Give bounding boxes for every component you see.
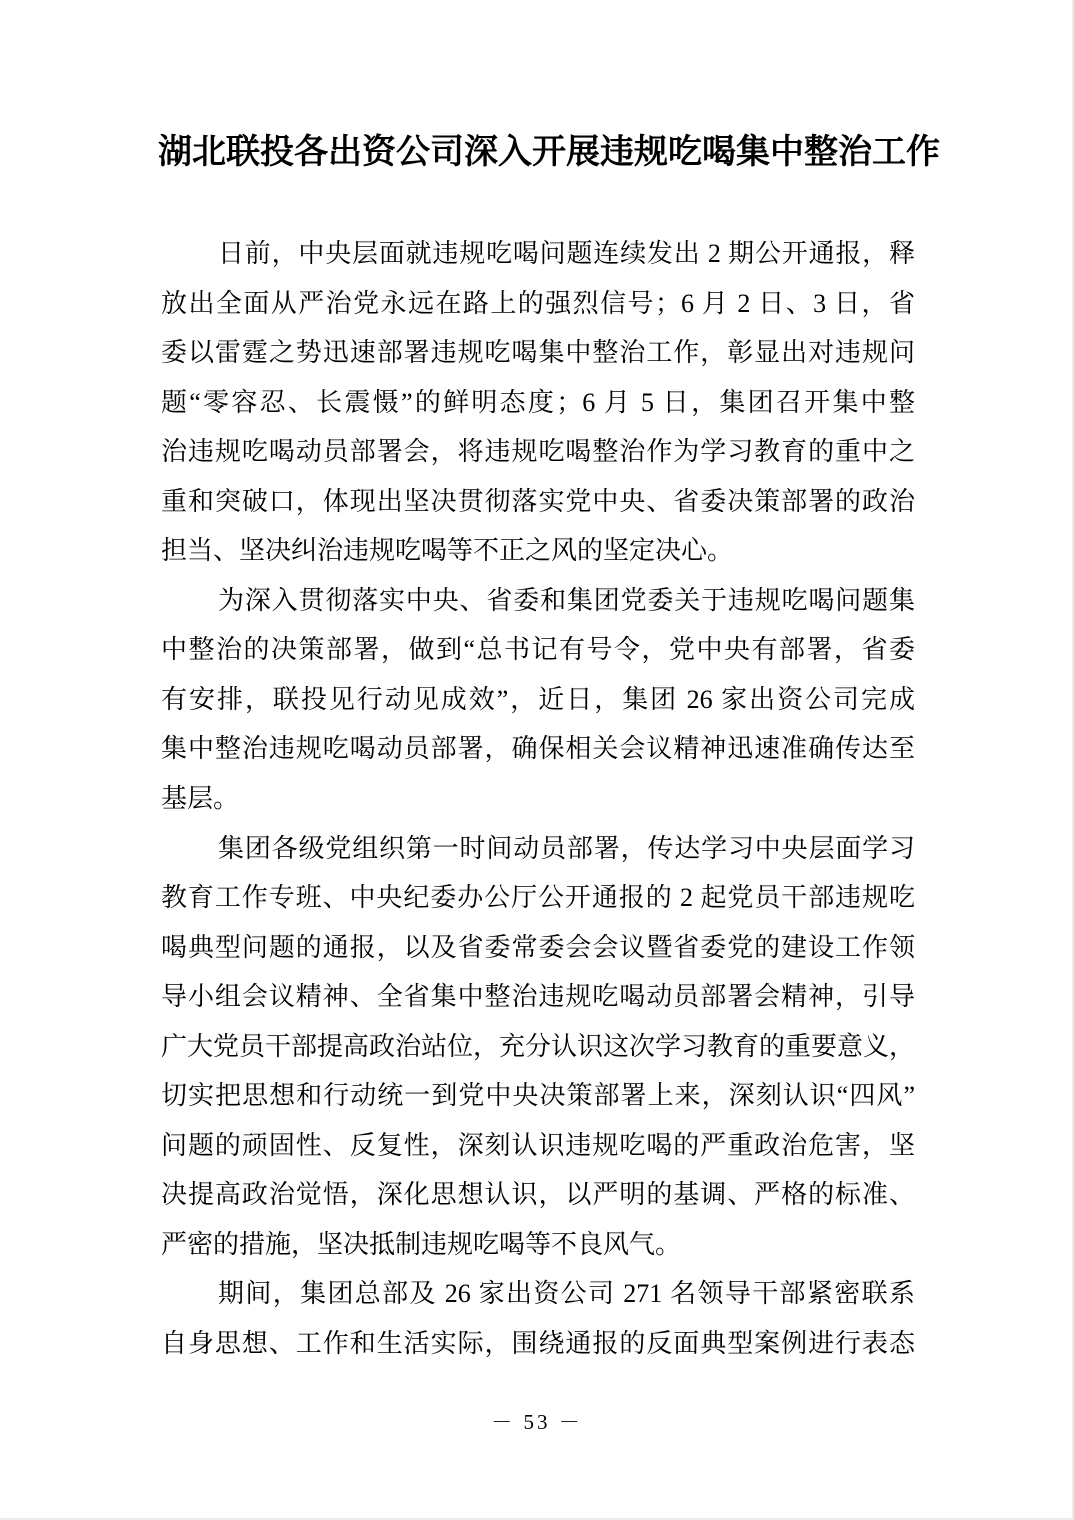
- body-line: 严密的措施，坚决抵制违规吃喝等不良风气。: [161, 1229, 682, 1259]
- body-line: 委以雷霆之势迅速部署违规吃喝集中整治工作，彰显出对违规问: [161, 338, 915, 368]
- document-title: 湖北联投各出资公司深入开展违规吃喝集中整治工作: [158, 134, 940, 171]
- body-line: 重和突破口，体现出坚决贯彻落实党中央、省委决策部署的政治: [161, 486, 915, 516]
- body-line: 集团各级党组织第一时间动员部署，传达学习中央层面学习: [218, 833, 915, 863]
- body-line: 问题的顽固性、反复性，深刻认识违规吃喝的严重政治危害，坚: [161, 1130, 915, 1160]
- body-line: 题“零容忍、长震慑”的鲜明态度；6 月 5 日，集团召开集中整: [161, 387, 915, 417]
- paragraph: [161, 576, 915, 824]
- document-body: [161, 229, 915, 1369]
- paragraph: [161, 229, 915, 576]
- body-line: 广大党员干部提高政治站位，充分认识这次学习教育的重要意义，: [161, 1031, 916, 1061]
- body-line: 基层。: [161, 784, 240, 814]
- body-line: 决提高政治觉悟，深化思想认识，以严明的基调、严格的标准、: [161, 1180, 915, 1210]
- body-line: 自身思想、工作和生活实际，围绕通报的反面典型案例进行表态: [161, 1329, 915, 1359]
- body-line: 放出全面从严治党永远在路上的强烈信号；6 月 2 日、3 日，省: [161, 288, 915, 318]
- body-line: 期间，集团总部及 26 家出资公司 271 名领导干部紧密联系: [218, 1279, 915, 1309]
- body-line: 担当、坚决纠治违规吃喝等不正之风的坚定决心。: [161, 536, 734, 566]
- page-number: － 53 －: [491, 1410, 583, 1434]
- body-line: 喝典型问题的通报，以及省委常委会会议暨省委党的建设工作领: [161, 932, 915, 962]
- body-line: 教育工作专班、中央纪委办公厅公开通报的 2 起党员干部违规吃: [161, 883, 915, 913]
- body-line: 切实把思想和行动统一到党中央决策部署上来，深刻认识“四风”: [161, 1081, 915, 1111]
- body-line: 为深入贯彻落实中央、省委和集团党委关于违规吃喝问题集: [218, 585, 915, 615]
- paragraph: [161, 824, 915, 1270]
- body-line: 导小组会议精神、全省集中整治违规吃喝动员部署会精神，引导: [161, 982, 915, 1012]
- body-line: 治违规吃喝动员部署会，将违规吃喝整治作为学习教育的重中之: [161, 437, 915, 467]
- body-line: 日前，中央层面就违规吃喝问题连续发出 2 期公开通报，释: [218, 239, 915, 268]
- body-line: 有安排，联投见行动见成效”，近日，集团 26 家出资公司完成: [161, 684, 915, 714]
- paragraph: [161, 1269, 915, 1368]
- body-line: 中整治的决策部署，做到“总书记有号令，党中央有部署，省委: [161, 635, 915, 665]
- body-line: 集中整治违规吃喝动员部署，确保相关会议精神迅速准确传达至: [161, 734, 915, 764]
